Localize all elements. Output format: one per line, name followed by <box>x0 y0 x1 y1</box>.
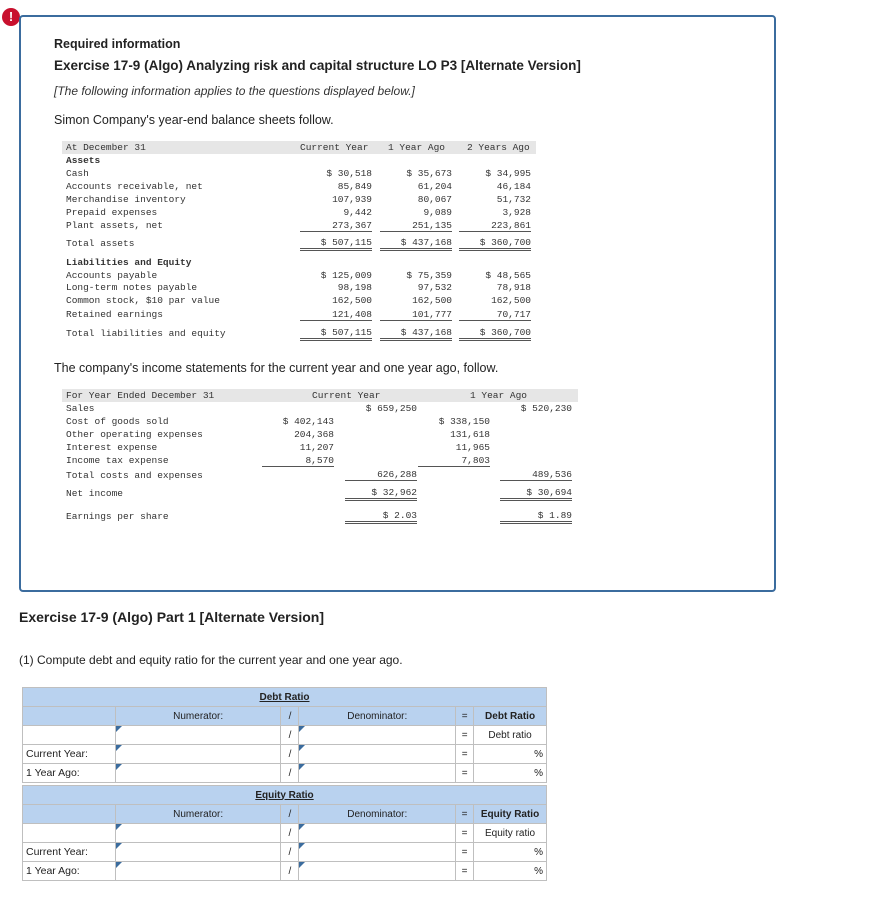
part-title: Exercise 17-9 (Algo) Part 1 [Alternate Version] <box>19 609 324 625</box>
bs-assets-label: Assets <box>66 155 101 166</box>
debt-numerator-label-input[interactable] <box>115 726 281 745</box>
debt-prior-result-input[interactable] <box>474 764 547 783</box>
is-eps-value: $ 1.89 <box>500 510 572 524</box>
is-total-value: 626,288 <box>345 469 417 481</box>
equals-sign: = <box>456 862 474 881</box>
equity-numerator-label-input[interactable] <box>115 824 281 843</box>
debt-denominator-head: Denominator: <box>299 707 456 726</box>
percent-sign: % <box>534 865 543 877</box>
bs-header-2yr: 2 Years Ago <box>467 142 530 153</box>
bs-total-assets-label: Total assets <box>66 238 135 249</box>
debt-current-result-input[interactable] <box>474 745 547 764</box>
bs-total-value: $ 360,700 <box>459 327 531 341</box>
is-header-label: For Year Ended December 31 <box>66 390 215 401</box>
bs-total-liab-label: Total liabilities and equity <box>66 328 226 339</box>
bs-row-value: 223,861 <box>459 220 531 232</box>
bs-row-label: Common stock, $10 par value <box>66 295 220 306</box>
balance-sheet-intro: Simon Company's year-end balance sheets follow. <box>54 113 334 127</box>
bs-header-1yr: 1 Year Ago <box>388 142 446 153</box>
is-net-value: $ 32,962 <box>345 487 417 501</box>
is-net-value: $ 30,694 <box>500 487 572 501</box>
bs-row-value: $ 125,009 <box>320 270 372 281</box>
equity-current-result-input[interactable] <box>474 843 547 862</box>
debt-result-sub: Debt ratio <box>474 726 547 745</box>
divide-sign: / <box>281 764 299 783</box>
is-row-label: Other operating expenses <box>66 429 203 440</box>
is-row-value: 204,368 <box>294 429 334 440</box>
equity-ratio-title: Equity Ratio <box>255 789 314 801</box>
equals-sign: = <box>456 726 474 745</box>
equity-prior-denominator-input[interactable] <box>299 862 456 881</box>
bs-row-value: 80,067 <box>417 194 452 205</box>
bs-row-value: 70,717 <box>459 309 531 321</box>
bs-row-label: Accounts receivable, net <box>66 181 203 192</box>
bs-row-value: 85,849 <box>337 181 372 192</box>
is-sales-value: $ 520,230 <box>520 403 572 414</box>
is-row-label: Cost of goods sold <box>66 416 169 427</box>
equity-current-year-label: Current Year: <box>23 843 116 862</box>
income-intro: The company's income statements for the current year and one year ago, follow. <box>54 361 499 375</box>
debt-result-head: Debt Ratio <box>474 707 547 726</box>
bs-row-value: 162,500 <box>332 295 372 306</box>
equity-equals-head: = <box>456 805 474 824</box>
bs-row-value: 162,500 <box>412 295 452 306</box>
is-sales-value: $ 659,250 <box>365 403 417 414</box>
bs-row-value: 78,918 <box>496 282 531 293</box>
is-row-value: 7,803 <box>418 455 490 467</box>
bs-row-label: Merchandise inventory <box>66 194 186 205</box>
equity-current-numerator-input[interactable] <box>115 843 281 862</box>
divide-sign: / <box>281 745 299 764</box>
debt-numerator-head: Numerator: <box>115 707 281 726</box>
equals-sign: = <box>456 843 474 862</box>
bs-row-value: 3,928 <box>502 207 531 218</box>
is-eps-label: Earnings per share <box>66 511 169 522</box>
bs-row-label: Cash <box>66 168 89 179</box>
debt-current-numerator-input[interactable] <box>115 745 281 764</box>
debt-ratio-title: Debt Ratio <box>259 691 310 703</box>
bs-total-value: $ 437,168 <box>380 237 452 251</box>
bs-row-label: Retained earnings <box>66 309 163 320</box>
debt-prior-denominator-input[interactable] <box>299 764 456 783</box>
bs-liab-label: Liabilities and Equity <box>66 257 192 268</box>
required-info-heading: Required information <box>54 37 181 51</box>
divide-sign: / <box>281 862 299 881</box>
is-row-label: Income tax expense <box>66 455 169 466</box>
bs-row-value: 61,204 <box>417 181 452 192</box>
bs-row-value: 97,532 <box>417 282 452 293</box>
bs-row-value: 107,939 <box>332 194 372 205</box>
divide-sign: / <box>281 726 299 745</box>
bs-row-value: 101,777 <box>380 309 452 321</box>
debt-prior-numerator-input[interactable] <box>115 764 281 783</box>
bs-total-value: $ 360,700 <box>459 237 531 251</box>
is-header-current: Current Year <box>312 390 381 401</box>
equity-prior-year-label: 1 Year Ago: <box>23 862 116 881</box>
alert-icon: ! <box>2 8 20 26</box>
bs-total-value: $ 507,115 <box>300 237 372 251</box>
bs-total-value: $ 437,168 <box>380 327 452 341</box>
equity-denominator-label-input[interactable] <box>299 824 456 843</box>
is-eps-value: $ 2.03 <box>345 510 417 524</box>
debt-current-year-label: Current Year: <box>23 745 116 764</box>
equals-sign: = <box>456 764 474 783</box>
equity-prior-result-input[interactable] <box>474 862 547 881</box>
bs-row-label: Accounts payable <box>66 270 158 281</box>
debt-prior-year-label: 1 Year Ago: <box>23 764 116 783</box>
bs-row-value: 251,135 <box>380 220 452 232</box>
debt-ratio-table <box>22 687 547 783</box>
is-row-value: $ 338,150 <box>438 416 490 427</box>
is-row-value: 8,570 <box>262 455 334 467</box>
bs-row-value: $ 30,518 <box>326 168 372 179</box>
bs-row-value: $ 75,359 <box>406 270 452 281</box>
equity-result-sub: Equity ratio <box>474 824 547 843</box>
exercise-title: Exercise 17-9 (Algo) Analyzing risk and capital structure LO P3 [Alternate Version] <box>54 58 581 73</box>
equity-denominator-head: Denominator: <box>299 805 456 824</box>
is-row-label: Interest expense <box>66 442 158 453</box>
equity-divide-head: / <box>281 805 299 824</box>
percent-sign: % <box>534 846 543 858</box>
bs-row-value: 9,089 <box>423 207 452 218</box>
is-row-value: 11,207 <box>299 442 334 453</box>
debt-divide-head: / <box>281 707 299 726</box>
bs-row-value: $ 48,565 <box>485 270 531 281</box>
bs-total-value: $ 507,115 <box>300 327 372 341</box>
equity-numerator-head: Numerator: <box>115 805 281 824</box>
debt-current-denominator-input[interactable] <box>299 745 456 764</box>
is-sales-label: Sales <box>66 403 95 414</box>
bs-header-current: Current Year <box>300 142 369 153</box>
bs-row-label: Prepaid expenses <box>66 207 158 218</box>
equity-ratio-table <box>22 785 547 881</box>
bs-row-value: 121,408 <box>300 309 372 321</box>
bs-row-value: $ 34,995 <box>485 168 531 179</box>
is-row-value: 131,618 <box>450 429 490 440</box>
equity-current-denominator-input[interactable] <box>299 843 456 862</box>
is-total-value: 489,536 <box>500 469 572 481</box>
equals-sign: = <box>456 745 474 764</box>
equity-result-head: Equity Ratio <box>474 805 547 824</box>
bs-row-value: 46,184 <box>496 181 531 192</box>
is-row-value: $ 402,143 <box>282 416 334 427</box>
is-row-value: 11,965 <box>455 442 490 453</box>
bs-row-value: 273,367 <box>300 220 372 232</box>
is-total-label: Total costs and expenses <box>66 470 203 481</box>
divide-sign: / <box>281 824 299 843</box>
bs-row-value: 51,732 <box>496 194 531 205</box>
percent-sign: % <box>534 767 543 779</box>
equals-sign: = <box>456 824 474 843</box>
bs-row-value: 9,442 <box>343 207 372 218</box>
applies-note: [The following information applies to the questions displayed below.] <box>54 84 415 98</box>
bs-header-label: At December 31 <box>66 142 146 153</box>
bs-row-value: 98,198 <box>337 282 372 293</box>
percent-sign: % <box>534 748 543 760</box>
divide-sign: / <box>281 843 299 862</box>
debt-equals-head: = <box>456 707 474 726</box>
instruction-text: (1) Compute debt and equity ratio for the current year and one year ago. <box>19 653 403 667</box>
bs-row-label: Plant assets, net <box>66 220 163 231</box>
bs-row-value: 162,500 <box>491 295 531 306</box>
bs-row-label: Long-term notes payable <box>66 282 198 293</box>
is-net-label: Net income <box>66 488 124 499</box>
is-header-prior: 1 Year Ago <box>470 390 528 401</box>
bs-row-value: $ 35,673 <box>406 168 452 179</box>
debt-denominator-label-input[interactable] <box>299 726 456 745</box>
equity-prior-numerator-input[interactable] <box>115 862 281 881</box>
